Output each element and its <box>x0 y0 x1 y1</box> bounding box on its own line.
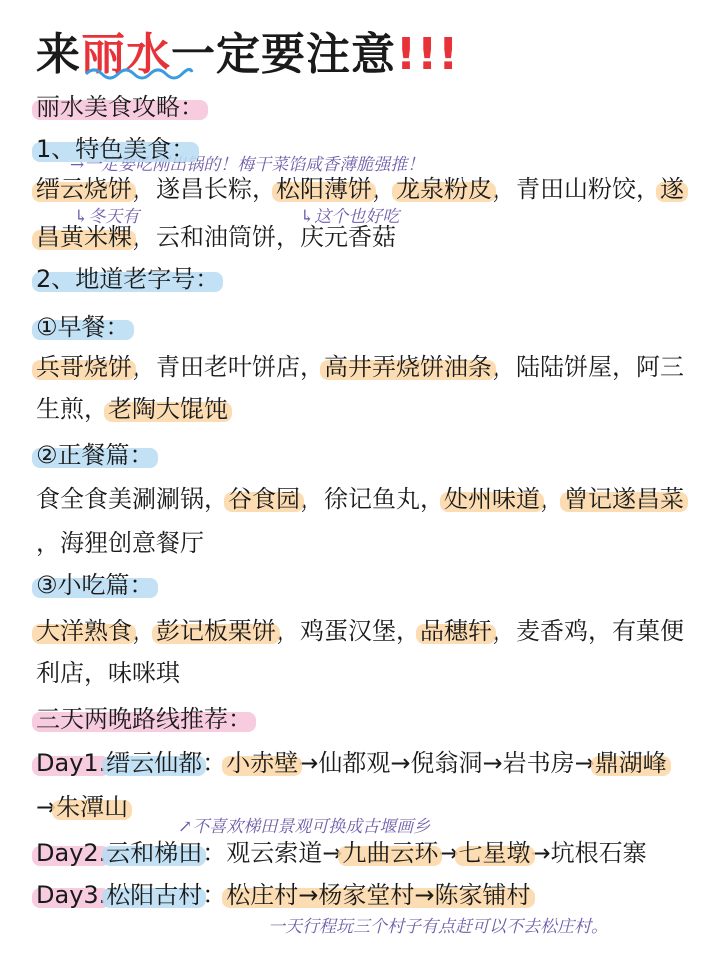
meal-line2: ，海狸创意餐厅 <box>36 529 204 557</box>
note-day3: 一天行程玩三个村子有点赶可以不去松庄村。 <box>268 917 608 937</box>
note-day2: ↗不喜欢梯田景观可换成古堰画乡 <box>178 817 431 837</box>
food-line2: 昌黄米粿，云和油筒饼，庆元香菇 <box>36 223 396 251</box>
food-line1: 缙云烧饼，遂昌长粽，松阳薄饼，龙泉粉皮，青田山粉饺，遂 <box>36 175 684 203</box>
section1-heading: 1、特色美食： <box>36 135 196 163</box>
title-highlight: 丽水 <box>81 29 171 80</box>
snack-line1: 大洋熟食，彭记板栗饼，鸡蛋汉堡，品穗轩，麦香鸡，有菓便 <box>36 617 684 645</box>
section2-heading: 2、地道老字号： <box>36 265 220 293</box>
day3-line: Day3.松阳古村：松庄村→杨家堂村→陈家铺村 <box>36 881 531 909</box>
note-winter: ↳冬天有 <box>74 207 140 227</box>
breakfast-heading: ①早餐： <box>36 313 130 341</box>
snack-line2: 利店，味咪琪 <box>36 659 180 687</box>
breakfast-line2: 生煎，老陶大馄饨 <box>36 395 228 423</box>
day1-line: Day1.缙云仙都：小赤壁→仙都观→倪翁洞→岩书房→鼎湖峰 <box>36 749 667 777</box>
snack-heading: ③小吃篇： <box>36 571 154 599</box>
title-part1: 来 <box>36 29 81 80</box>
route-heading: 三天两晚路线推荐： <box>36 705 252 733</box>
wave-underline-icon <box>84 64 194 80</box>
breakfast-line1: 兵哥烧饼，青田老叶饼店，高井弄烧饼油条，陆陆饼屋，阿三 <box>36 353 684 381</box>
meal-line1: 食全食美涮涮锅，谷食园，徐记鱼丸，处州味道，曾记遂昌菜 <box>36 485 684 513</box>
note-good: ↳这个也好吃 <box>300 207 400 227</box>
day2-line: Day2.云和梯田：观云索道→九曲云环→七星墩→坑根石寨 <box>36 839 647 867</box>
guide-heading: 丽水美食攻略： <box>36 93 204 121</box>
note-top: →一定要吃刚出锅的！梅干菜馅咸香薄脆强推！ <box>70 155 425 175</box>
meal-heading: ②正餐篇： <box>36 441 154 469</box>
day1-cont: →朱潭山 <box>36 793 129 821</box>
title-part3: 一定要注意 <box>171 29 396 80</box>
title-exclamation: !!! <box>396 29 460 80</box>
